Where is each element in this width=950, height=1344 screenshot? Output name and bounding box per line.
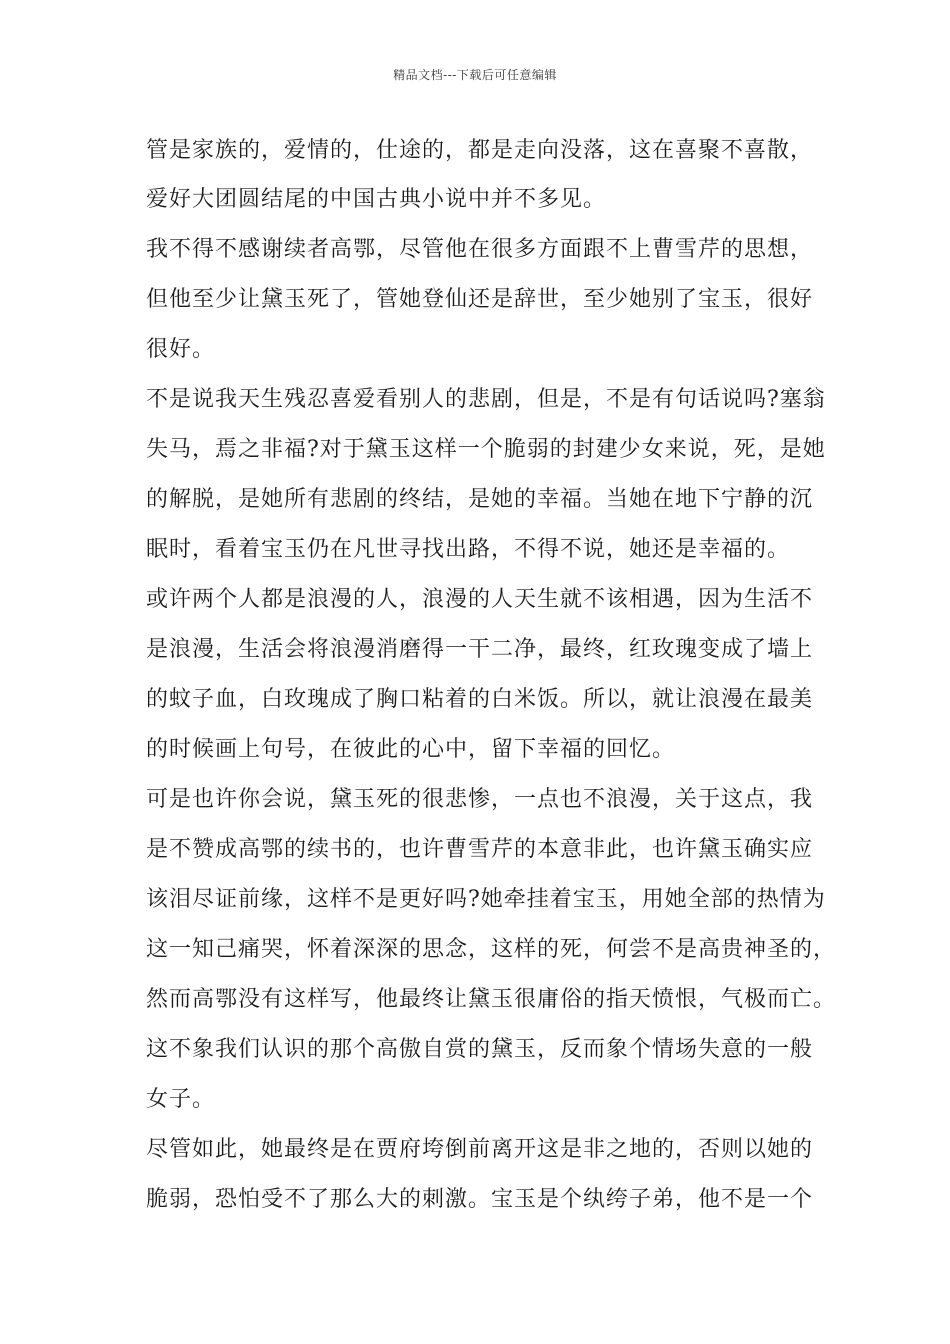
text-line: 管是家族的，爱情的，仕途的，都是走向没落，这在喜聚不喜散， <box>146 138 814 163</box>
text-line: 是不赞成高鄂的续书的，也许曹雪芹的本意非此，也许黛玉确实应 <box>146 837 814 862</box>
text-line: 这一知己痛哭，怀着深深的思念，这样的死，何尝不是高贵神圣的， <box>146 937 837 962</box>
text-line: 这不象我们认识的那个高傲自赏的黛玉，反而象个情场失意的一般 <box>146 1037 814 1062</box>
text-line: 的时候画上句号，在彼此的心中，留下幸福的回忆。 <box>146 737 676 762</box>
text-line: 我不得不感谢续者高鄂，尽管他在很多方面跟不上曹雪芹的思想， <box>146 237 814 262</box>
text-line: 尽管如此，她最终是在贾府垮倒前离开这是非之地的，否则以她的 <box>146 1137 814 1162</box>
text-line: 爱好大团圆结尾的中国古典小说中并不多见。 <box>146 187 607 212</box>
text-line: 失马，焉之非福?对于黛玉这样一个脆弱的封建少女来说，死，是她 <box>146 437 826 462</box>
page-header: 精品文档---下载后可任意编辑 <box>393 68 557 82</box>
text-line: 不是说我天生残忍喜爱看别人的悲剧，但是，不是有句话说吗?塞翁 <box>146 387 826 412</box>
text-line: 脆弱，恐怕受不了那么大的刺激。宝玉是个纨绔子弟，他不是一个 <box>146 1187 814 1212</box>
text-line: 可是也许你会说，黛玉死的很悲惨，一点也不浪漫，关于这点，我 <box>146 787 814 812</box>
text-line: 是浪漫，生活会将浪漫消磨得一干二净，最终，红玫瑰变成了墙上 <box>146 637 814 662</box>
text-line: 眠时，看着宝玉仍在凡世寻找出路，不得不说，她还是幸福的。 <box>146 537 791 562</box>
text-line: 该泪尽证前缘，这样不是更好吗?她牵挂着宝玉，用她全部的热情为 <box>146 887 826 912</box>
text-line: 然而高鄂没有这样写，他最终让黛玉很庸俗的指天愤恨，气极而亡。 <box>146 987 837 1012</box>
text-line: 或许两个人都是浪漫的人，浪漫的人天生就不该相遇，因为生活不 <box>146 587 814 612</box>
text-line: 很好。 <box>146 337 216 362</box>
text-line: 的蚊子血，白玫瑰成了胸口粘着的白米饭。所以，就让浪漫在最美 <box>146 687 814 712</box>
text-line: 的解脱，是她所有悲剧的终结，是她的幸福。当她在地下宁静的沉 <box>146 487 814 512</box>
text-line: 女子。 <box>146 1087 216 1112</box>
text-line: 但他至少让黛玉死了，管她登仙还是辞世，至少她别了宝玉，很好 <box>146 287 814 312</box>
